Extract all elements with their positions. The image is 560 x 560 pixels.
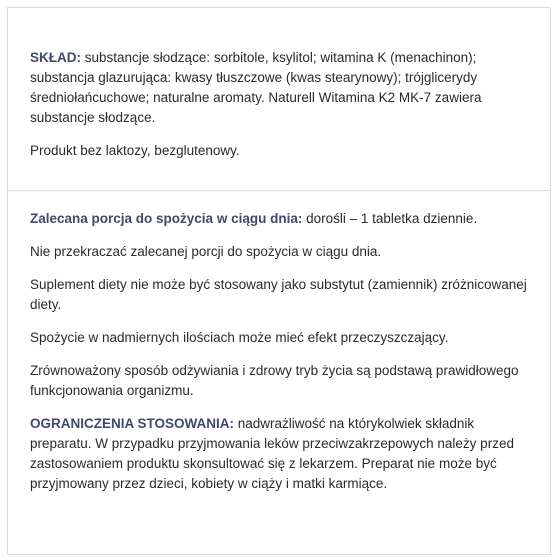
lactose-gluten-note: Produkt bez laktozy, bezglutenowy. (30, 143, 240, 158)
warning-balanced-diet: Zrównoważony sposób odżywiania i zdrowy tryb życia są podstawą prawidłowego funkcjonowania organizmu. (30, 363, 519, 398)
restrictions-label: OGRANICZENIA STOSOWANIA: (30, 416, 235, 431)
restrictions-text: nadwrażliwość na którykolwiek składnik preparatu. W przypadku przyjmowania leków przeciwzakrzepowych należy przed zastosowaniem produktu skonsultować się z lekarzem. Preparat nie może być przyjmowany przez dzieci, kobiety w ciąży i matki karmiące. (30, 416, 514, 491)
composition-paragraph (30, 48, 536, 128)
restrictions-paragraph (30, 414, 536, 494)
composition-section (30, 48, 536, 174)
dosage-section (30, 209, 536, 507)
warning-diet-substitute: Suplement diety nie może być stosowany jako substytut (zamiennik) zróżnicowanej diety. (30, 277, 527, 312)
warning-laxative-effect: Spożycie w nadmiernych ilościach może mieć efekt przeczyszczający. (30, 330, 449, 345)
dosage-paragraph (30, 209, 536, 229)
dosage-text: dorośli – 1 tabletka dziennie. (302, 211, 478, 226)
dosage-label: Zalecana porcja do spożycia w ciągu dnia: (30, 211, 303, 226)
composition-text: substancje słodzące: sorbitole, ksylitol; witamina K (menachinon); substancja glazurująca: kwasy tłuszczowe (kwas stearynowy); trójglicerydy średniołańcuchowe; naturalne aromaty. Naturell Witamina K2 MK-7 zawiera substancje słodzące. (30, 50, 482, 125)
composition-label: SKŁAD: (30, 50, 81, 65)
warning-dose-limit: Nie przekraczać zalecanej porcji do spożycia w ciągu dnia. (30, 244, 382, 259)
section-divider (7, 190, 551, 191)
